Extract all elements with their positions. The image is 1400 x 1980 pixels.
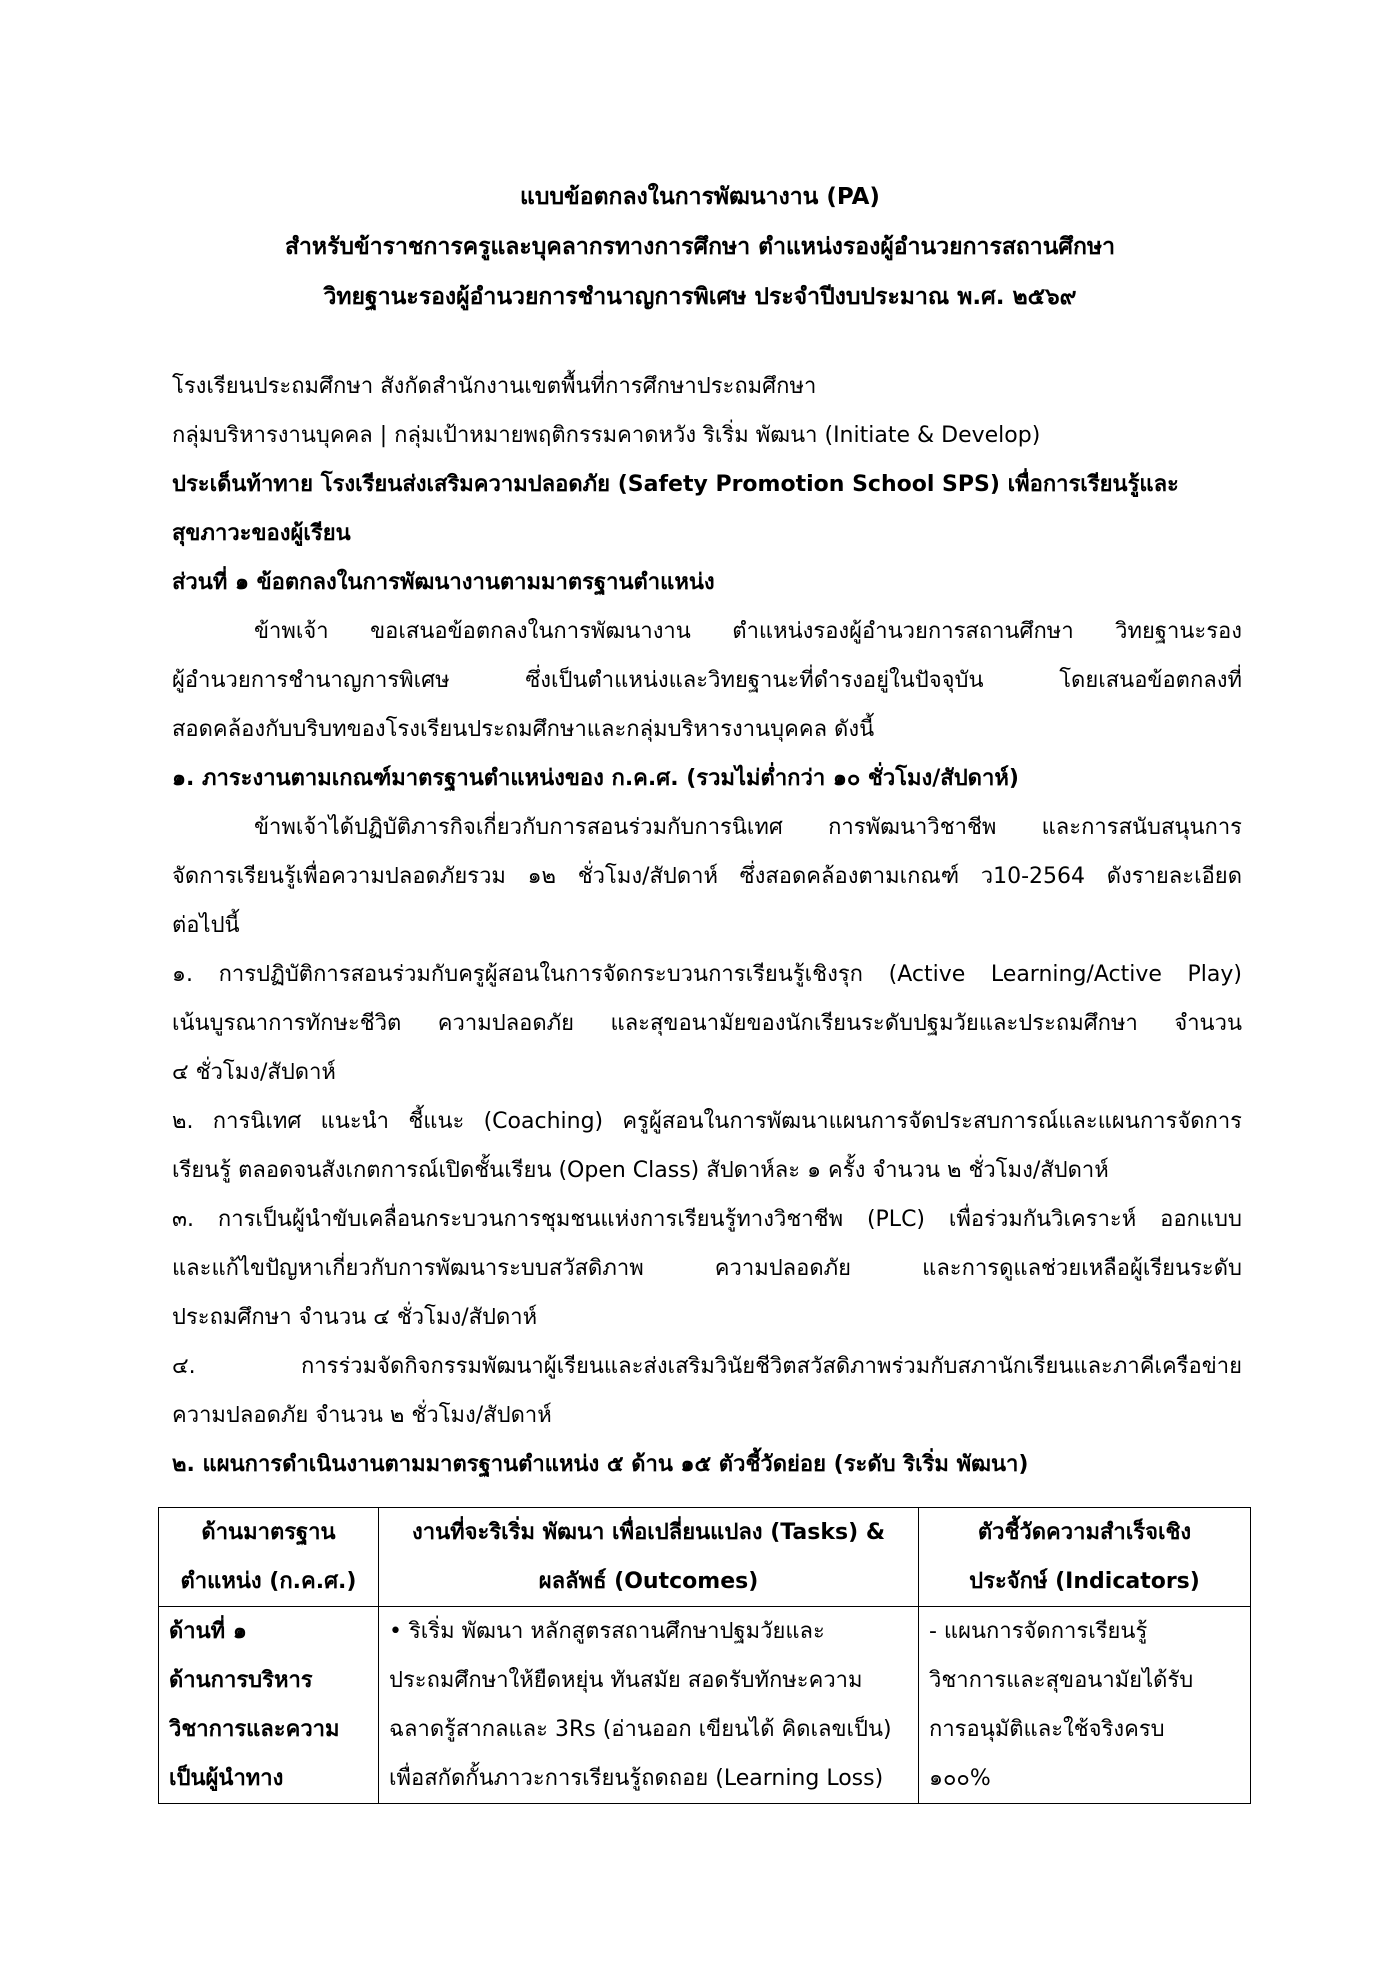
- part1-heading: ส่วนที่ ๑ ข้อตกลงในการพัฒนางานตามมาตรฐานตำแหน่ง: [172, 570, 715, 595]
- table-header-row: [159, 1508, 1251, 1607]
- item2-line-1: ๒. การนิเทศ แนะนำ ชี้แนะ (Coaching) ครูผู้สอนในการพัฒนาแผนการจัดประสบการณ์และแผนการจัดการ: [172, 1109, 1242, 1134]
- indicators-cell: [919, 1607, 1251, 1804]
- section1-intro-line-1: ข้าพเจ้าได้ปฏิบัติภารกิจเกี่ยวกับการสอนร่วมกับการนิเทศ การพัฒนาวิชาชีพ และการสนับสนุนการ: [254, 815, 1242, 840]
- section2-heading: ๒. แผนการดำเนินงานตามมาตรฐานตำแหน่ง ๕ ด้าน ๑๕ ตัวชี้วัดย่อย (ระดับ ริเริ่ม พัฒนา): [172, 1452, 1029, 1477]
- item2-line-2: เรียนรู้ ตลอดจนสังเกตการณ์เปิดชั้นเรียน (Open Class) สัปดาห์ละ ๑ ครั้ง จำนวน ๒ ชั่วโมง/สัปดาห์: [172, 1158, 1109, 1183]
- tasks-cell: [379, 1607, 919, 1804]
- item3-line-2: และแก้ไขปัญหาเกี่ยวกับการพัฒนาระบบสวัสดิภาพ ความปลอดภัย และการดูแลช่วยเหลือผู้เรียนระดับ: [172, 1256, 1242, 1281]
- item4-line-1: ๔. การร่วมจัดกิจกรรมพัฒนาผู้เรียนและส่งเสริมวินัยชีวิตสวัสดิภาพร่วมกับสภานักเรียนและภาคีเครือข่าย: [172, 1354, 1242, 1379]
- document-body: [172, 362, 1242, 1489]
- title-line-1: แบบข้อตกลงในการพัฒนางาน (PA): [520, 184, 880, 210]
- section1-intro-line-2: จัดการเรียนรู้เพื่อความปลอดภัยรวม ๑๒ ชั่วโมง/สัปดาห์ ซึ่งสอดคล้องตามเกณฑ์ ว10-2564 ดังรายละเอียด: [172, 864, 1242, 889]
- standard-line-3: วิชาการและความ: [169, 1717, 340, 1742]
- title-line-2: สำหรับข้าราชการครูและบุคลากรทางการศึกษา ตำแหน่งรองผู้อำนวยการสถานศึกษา: [284, 234, 1116, 260]
- tasks-line-2: ประถมศึกษาให้ยืดหยุ่น ทันสมัย สอดรับทักษะความ: [389, 1668, 863, 1693]
- school-line: โรงเรียนประถมศึกษา สังกัดสำนักงานเขตพื้นที่การศึกษาประถมศึกษา: [172, 374, 817, 399]
- document-title: [130, 172, 1270, 322]
- intro-line-3: สอดคล้องกับบริบทของโรงเรียนประถมศึกษาและกลุ่มบริหารงานบุคคล ดังนี้: [172, 717, 875, 742]
- item3-line-3: ประถมศึกษา จำนวน ๔ ชั่วโมง/สัปดาห์: [172, 1305, 538, 1330]
- header-tasks: [379, 1508, 919, 1607]
- challenge-line-2: สุขภาวะของผู้เรียน: [172, 521, 351, 546]
- tasks-line-1: • ริเริ่ม พัฒนา หลักสูตรสถานศึกษาปฐมวัยและ: [389, 1619, 825, 1644]
- header-indicators: [919, 1508, 1251, 1607]
- section1-intro-line-3: ต่อไปนี้: [172, 913, 240, 938]
- section1-heading: ๑. ภาระงานตามเกณฑ์มาตรฐานตำแหน่งของ ก.ค.ศ. (รวมไม่ต่ำกว่า ๑๐ ชั่วโมง/สัปดาห์): [172, 766, 1019, 791]
- item1-line-2: เน้นบูรณาการทักษะชีวิต ความปลอดภัย และสุขอนามัยของนักเรียนระดับปฐมวัยและประถมศึกษา จำนวน: [172, 1011, 1242, 1036]
- item3-line-1: ๓. การเป็นผู้นำขับเคลื่อนกระบวนการชุมชนแห่งการเรียนรู้ทางวิชาชีพ (PLC) เพื่อร่วมกันวิเคราะห์ ออกแบบ: [172, 1207, 1242, 1232]
- standard-line-2: ด้านการบริหาร: [169, 1668, 313, 1693]
- table-row: [159, 1607, 1251, 1804]
- indicators-line-2: วิชาการและสุขอนามัยได้รับ: [929, 1668, 1194, 1693]
- header-tasks-line-2: ผลลัพธ์ (Outcomes): [538, 1569, 759, 1594]
- group-line: กลุ่มบริหารงานบุคคล | กลุ่มเป้าหมายพฤติกรรมคาดหวัง ริเริ่ม พัฒนา (Initiate & Develop): [172, 423, 1041, 448]
- tasks-line-4: เพื่อสกัดกั้นภาวะการเรียนรู้ถดถอย (Learning Loss): [389, 1766, 884, 1791]
- header-standard-line-2: ตำแหน่ง (ก.ค.ศ.): [180, 1569, 357, 1594]
- header-standard: [159, 1508, 379, 1607]
- intro-line-1: ข้าพเจ้า ขอเสนอข้อตกลงในการพัฒนางาน ตำแหน่งรองผู้อำนวยการสถานศึกษา วิทยฐานะรอง: [254, 619, 1242, 644]
- item1-line-3: ๔ ชั่วโมง/สัปดาห์: [172, 1060, 336, 1085]
- intro-line-2: ผู้อำนวยการชำนาญการพิเศษ ซึ่งเป็นตำแหน่งและวิทยฐานะที่ดำรงอยู่ในปัจจุบัน โดยเสนอข้อตกลงที่: [172, 668, 1242, 693]
- standards-plan-table: [158, 1507, 1251, 1804]
- challenge-line-1: ประเด็นท้าทาย โรงเรียนส่งเสริมความปลอดภัย (Safety Promotion School SPS) เพื่อการเรียนรู้และ: [172, 472, 1179, 497]
- indicators-line-4: ๑๐๐%: [929, 1766, 991, 1791]
- header-indicators-line-1: ตัวชี้วัดความสำเร็จเชิง: [977, 1520, 1192, 1545]
- indicators-line-1: - แผนการจัดการเรียนรู้: [929, 1619, 1148, 1644]
- standard-cell: [159, 1607, 379, 1804]
- tasks-line-3: ฉลาดรู้สากลและ 3Rs (อ่านออก เขียนได้ คิดเลขเป็น): [389, 1717, 892, 1742]
- title-line-3: วิทยฐานะรองผู้อำนวยการชำนาญการพิเศษ ประจำปีงบประมาณ พ.ศ. ๒๕๖๙: [323, 284, 1077, 310]
- indicators-line-3: การอนุมัติและใช้จริงครบ: [929, 1717, 1165, 1742]
- header-tasks-line-1: งานที่จะริเริ่ม พัฒนา เพื่อเปลี่ยนแปลง (Tasks) &: [411, 1520, 886, 1545]
- item1-line-1: ๑. การปฏิบัติการสอนร่วมกับครูผู้สอนในการจัดกระบวนการเรียนรู้เชิงรุก (Active Learning/Active Play): [172, 962, 1242, 987]
- header-indicators-line-2: ประจักษ์ (Indicators): [969, 1569, 1200, 1594]
- header-standard-line-1: ด้านมาตรฐาน: [201, 1520, 336, 1545]
- standard-line-4: เป็นผู้นำทาง: [169, 1766, 284, 1791]
- standard-line-1: ด้านที่ ๑: [169, 1619, 247, 1644]
- item4-line-2: ความปลอดภัย จำนวน ๒ ชั่วโมง/สัปดาห์: [172, 1403, 552, 1428]
